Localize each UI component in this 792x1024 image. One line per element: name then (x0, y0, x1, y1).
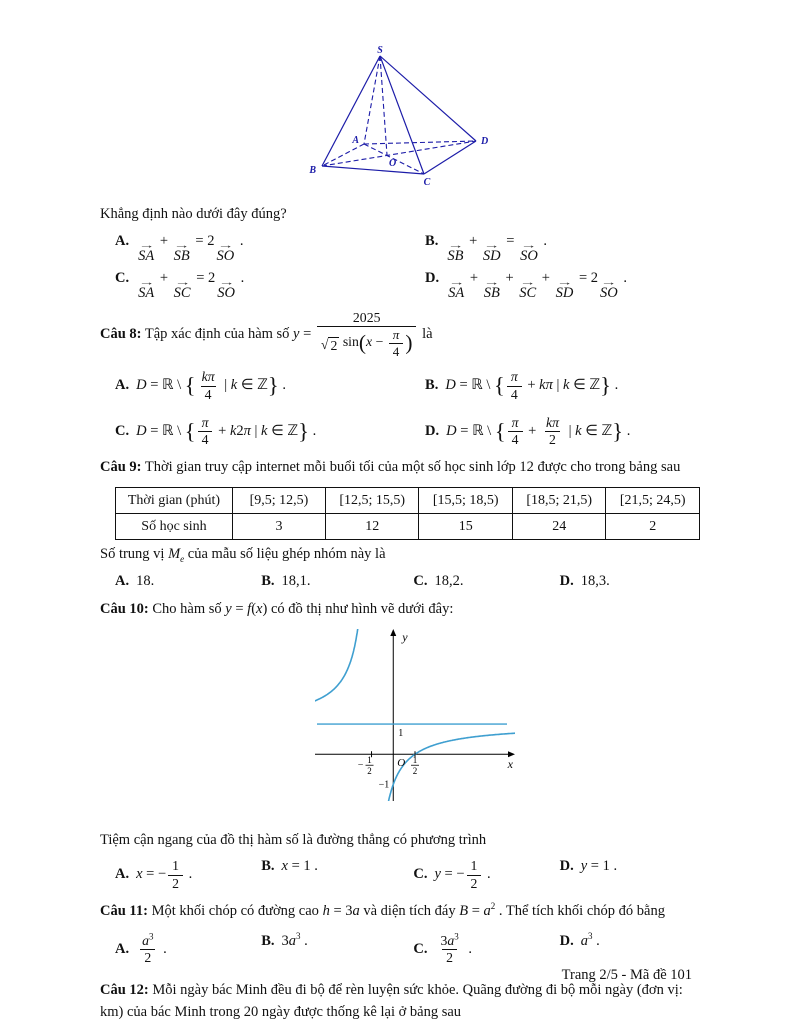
page-footer: Trang 2/5 - Mã đề 101 (561, 967, 692, 983)
interval-cell: [12,5; 15,5) (325, 488, 418, 514)
option-label: C. (413, 866, 428, 883)
vertex-label-b: B (309, 165, 316, 176)
pyramid-solid-edges (322, 56, 476, 174)
option-label: B. (261, 572, 275, 589)
interval-cell: [15,5; 18,5) (419, 488, 512, 514)
tick-label-neg-half-sign: − (357, 759, 364, 771)
q9-post (100, 544, 700, 566)
vertex-label-c: C (423, 177, 431, 188)
value-cell: 24 (512, 514, 605, 540)
center-label-o: O (389, 158, 397, 169)
answer-option (115, 858, 261, 892)
option-label: D. (425, 422, 440, 439)
answer-option (413, 573, 559, 590)
option-math: $\frac{3a^3}{2}$ . (440, 930, 472, 965)
q11-stem-math-1: h = 3a (322, 902, 360, 919)
option-label: B. (425, 232, 439, 249)
curve-right-branch (387, 733, 515, 801)
q7-options (115, 233, 700, 301)
option-math: 18. (136, 572, 155, 589)
option-label: D. (425, 269, 440, 286)
q11-stem-text-2: và diện tích đáy (363, 902, 456, 919)
q8-label: Câu 8: (100, 326, 142, 343)
option-label: D. (559, 932, 574, 949)
option-label: C. (413, 572, 428, 589)
answer-option (115, 573, 261, 590)
edge-sc (380, 56, 424, 174)
value-cell: 2 (606, 514, 700, 540)
q11-stem-text: Một khối chóp có đường cao (151, 902, 319, 919)
tick-label-half-den: 2 (412, 765, 418, 776)
answer-option (115, 270, 425, 301)
interval-cell: [18,5; 21,5) (512, 488, 605, 514)
q12-label: Câu 12: (100, 982, 149, 999)
q11-stem-text-3: . Thể tích khối chóp đó bằng (498, 902, 665, 919)
option-math: → SA + → SB + → SC + → SD = 2 → SO . (448, 269, 628, 301)
q10-stem-math: y = f(x) (225, 600, 268, 617)
q9-options (115, 573, 700, 590)
edge-cd (424, 141, 476, 174)
answer-option (261, 858, 413, 892)
answer-option (413, 858, 559, 892)
option-label: C. (115, 269, 130, 286)
q9-post-text-2: của mẫu số liệu ghép nhóm này là (187, 546, 386, 563)
edge-sd (380, 56, 476, 141)
answer-option (425, 233, 700, 264)
option-math: D = ℝ \ { $\frac{k\pi}{4}$ | k ∈ ℤ} . (136, 369, 286, 402)
option-math: x = 1 . (281, 858, 318, 875)
vertex-label-s: S (377, 45, 383, 56)
q8-stem-math: y = 2025 √ 2 sin(x − $\frac{\pi}{4}$ ) (293, 326, 418, 342)
q12-stem-text: Mỗi ngày bác Minh đều đi bộ để rèn luyện sức khỏe. Quãng đường đi bộ mỗi ngày (đơn vị: km) của bác Minh trong 20 ngày được thống kê lại ở bảng sau (100, 982, 683, 1020)
pyramid-figure (300, 44, 510, 195)
q8-stem-text: Tập xác định của hàm số (144, 326, 290, 343)
option-label: B. (425, 377, 439, 394)
q9-post-math: $M_e$ (168, 546, 185, 564)
function-graph (315, 629, 525, 806)
option-math: 18,3. (580, 572, 610, 589)
answer-option (261, 930, 413, 967)
q10-options (115, 858, 700, 892)
answer-option (261, 573, 413, 590)
q9-post-text: Số trung vị (100, 546, 165, 563)
option-label: D. (559, 858, 574, 875)
option-label: C. (413, 940, 428, 957)
option-math: → SA + → SB = 2 → SO . (138, 232, 244, 264)
option-math: 18,2. (434, 572, 464, 589)
option-math: y = 1 . (580, 858, 618, 875)
edge-bc (322, 166, 424, 174)
option-math: $3a^3$ . (281, 930, 308, 949)
tick-label-half-num: 1 (412, 754, 418, 765)
answer-option (559, 930, 700, 967)
row-header-cell: Số học sinh (116, 514, 233, 540)
option-math: → SA + → SC = 2 → SO . (138, 269, 245, 301)
option-math: $\frac{a^3}{2}$ . (142, 930, 167, 965)
option-math: → SB + → SD = → SO . (447, 232, 548, 264)
answer-option (560, 573, 700, 590)
option-math: D = ℝ \ { $\frac{\pi}{4}$ + kπ | k ∈ ℤ} . (445, 369, 619, 402)
option-math: D = ℝ \ { $\frac{\pi}{4}$ + k2π | k ∈ ℤ} . (136, 414, 317, 448)
q8-stem-text-2: là (422, 326, 433, 343)
answer-option (115, 415, 425, 449)
answer-option (115, 233, 425, 264)
option-label: A. (115, 940, 130, 957)
y-axis-arrow (390, 629, 396, 636)
q10-label: Câu 10: (100, 600, 149, 617)
pyramid-svg (300, 44, 510, 190)
q9-stem (100, 457, 700, 479)
table-row-intervals (116, 488, 700, 514)
option-label: D. (559, 572, 574, 589)
tick-label-1: 1 (398, 727, 404, 739)
tick-label-neg-half-den: 2 (367, 765, 372, 776)
option-label: B. (261, 858, 275, 875)
vertex-label-a: A (352, 135, 359, 146)
q10-post: Tiệm cận ngang của đồ thị hàm số là đường thẳng có phương trình (100, 831, 487, 848)
edge-sa (364, 56, 380, 144)
function-graph-svg (315, 629, 515, 801)
value-cell: 3 (232, 514, 325, 540)
option-label: C. (115, 422, 130, 439)
q8-options (115, 369, 700, 448)
answer-option (560, 858, 700, 892)
q11-stem (100, 901, 700, 923)
value-cell: 12 (325, 514, 418, 540)
q11-options (115, 930, 700, 967)
q9-label: Câu 9: (100, 459, 142, 476)
interval-cell: [21,5; 24,5) (606, 488, 700, 514)
interval-cell: [9,5; 12,5) (232, 488, 325, 514)
answer-option (115, 930, 261, 967)
tick-label-neg-half-num: 1 (367, 754, 372, 765)
answer-option (425, 270, 700, 301)
tick-label-neg1: −1 (378, 778, 390, 790)
answer-option (413, 930, 559, 967)
q7-prompt: Khẳng định nào dưới đây đúng? (100, 206, 287, 222)
q8-stem (100, 310, 700, 359)
option-label: A. (115, 866, 130, 883)
q10-stem (100, 599, 700, 621)
q11-stem-math-2: $B = a^2$ (459, 900, 496, 919)
row-header-cell: Thời gian (phút) (116, 488, 233, 514)
x-axis-label: x (507, 756, 513, 771)
y-axis-label: y (402, 629, 408, 644)
q11-label: Câu 11: (100, 902, 148, 919)
q10-stem-text: Cho hàm số (152, 600, 222, 617)
answer-option (425, 415, 700, 449)
diagonal-bd (322, 141, 476, 166)
option-label: A. (115, 377, 130, 394)
option-math: D = ℝ \ { $\frac{\pi}{4}$ + $\frac{k\pi}{2}$ | k ∈ ℤ} . (446, 414, 631, 448)
option-label: A. (115, 572, 130, 589)
q9-stem-text: Thời gian truy cập internet mỗi buổi tối của một số học sinh lớp 12 được cho trong bảng sau (144, 459, 681, 476)
answer-option (115, 369, 425, 403)
option-math: y = − $\frac{1}{2}$ . (434, 858, 491, 891)
option-math: 18,1. (281, 572, 311, 589)
option-math: $a^3$ . (580, 930, 600, 949)
option-math: x = − $\frac{1}{2}$ . (136, 858, 193, 891)
q9-frequency-table (115, 487, 700, 540)
answer-option (425, 369, 700, 403)
origin-label: O (397, 756, 406, 769)
option-label: B. (261, 932, 275, 949)
vertex-label-d: D (481, 136, 489, 147)
edge-sb (322, 56, 380, 166)
table-row-values (116, 514, 700, 540)
q12-stem (100, 980, 700, 1024)
q10-stem-text-2: có đồ thị như hình vẽ dưới đây: (270, 600, 454, 617)
value-cell: 15 (419, 514, 512, 540)
curve-left-branch (315, 629, 359, 701)
option-label: A. (115, 232, 130, 249)
